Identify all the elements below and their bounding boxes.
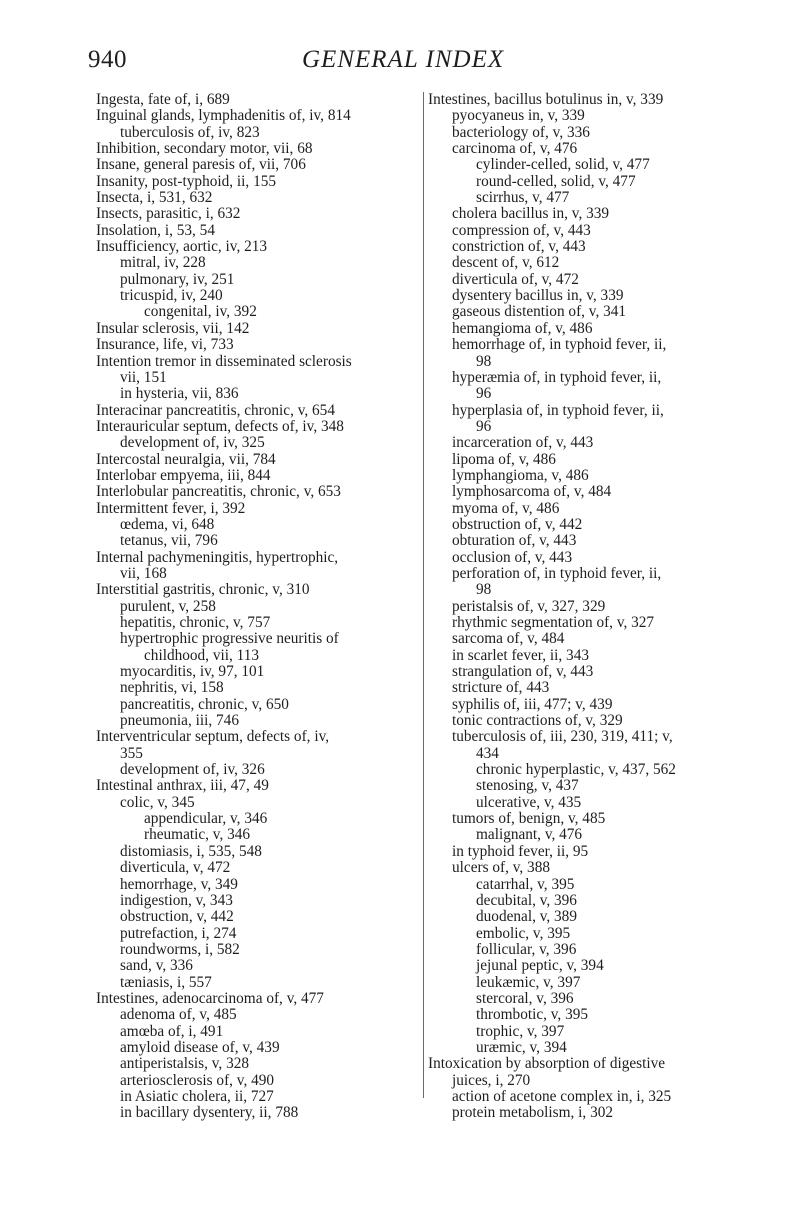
index-entry [96,517,418,533]
index-entry [428,108,756,124]
index-entry [96,1056,418,1072]
index-entry [428,501,756,517]
index-entry [96,468,418,484]
index-entry-text: adenoma of, v, 485 [120,1006,237,1024]
index-entry [96,108,418,124]
index-entry [96,893,418,909]
index-entry-text: Interlobular pancreatitis, chronic, v, 653 [96,483,341,501]
index-entry-text: 98 [476,352,492,370]
index-entry [428,484,756,500]
index-entry [428,452,756,468]
index-entry [96,697,418,713]
index-entry [428,1024,756,1040]
index-entry [96,958,418,974]
index-entry [96,550,418,583]
index-entry [428,811,756,827]
index-entry [428,206,756,222]
index-entry-text: stercoral, v, 396 [476,989,574,1007]
index-entry-text: follicular, v, 396 [476,940,577,958]
index-entry [428,403,756,436]
index-entry-text: sand, v, 336 [120,957,193,975]
index-entry-text: pancreatitis, chronic, v, 650 [120,695,289,713]
index-entry [428,827,756,843]
index-entry [428,435,756,451]
index-entry-text: protein metabolism, i, 302 [452,1104,614,1122]
index-entry [96,272,418,288]
index-entry-text: amyloid disease of, v, 439 [120,1038,280,1056]
index-entry-text: Insufficiency, aortic, iv, 213 [96,238,268,256]
index-entry-text: obstruction, v, 442 [120,908,234,926]
index-entry-text: indigestion, v, 343 [120,891,233,909]
index-entry-text: distomiasis, i, 535, 548 [120,842,262,860]
index-entry-text: development of, iv, 325 [120,434,265,452]
index-entry-text: Insects, parasitic, i, 632 [96,205,241,223]
index-entry-text: lipoma of, v, 486 [452,450,556,468]
index-entry-text: Intoxication by absorption of digestive [428,1055,666,1073]
index-entry-text: rheumatic, v, 346 [144,826,251,844]
index-entry [96,206,418,222]
index-entry [428,141,756,157]
index-entry-text: strangulation of, v, 443 [452,663,594,681]
index-entry [96,337,418,353]
index-entry [428,566,756,599]
index-entry [428,1040,756,1056]
index-entry-text: amœba of, i, 491 [120,1022,224,1040]
index-entry-text: Intermittent fever, i, 392 [96,499,246,517]
index-entry-text: 434 [476,744,499,762]
index-entry-text: arteriosclerosis of, v, 490 [120,1071,275,1089]
index-entry [428,664,756,680]
index-entry [96,92,418,108]
index-entry-text: hyperplasia of, in typhoid fever, ii, [452,401,664,419]
index-entry-text: thrombotic, v, 395 [476,1006,589,1024]
index-entry [96,386,418,402]
index-entry [428,92,756,108]
index-entry-text: catarrhal, v, 395 [476,875,575,893]
index-entry-text: hepatitis, chronic, v, 757 [120,614,271,631]
index-entry-text: hemorrhage, v, 349 [120,875,238,893]
index-entry [428,844,756,860]
index-entry [428,926,756,942]
index-entry-text: putrefaction, i, 274 [120,924,237,942]
index-entry-text: Insecta, i, 531, 632 [96,189,213,207]
index-entry [96,860,418,876]
index-entry-text: colic, v, 345 [120,793,195,811]
index-entry-text: Insurance, life, vi, 733 [96,336,234,354]
index-entry-text: tumors of, benign, v, 485 [452,810,606,828]
index-entry-text: malignant, v, 476 [476,826,583,844]
index-entry-text: chronic hyperplastic, v, 437, 562 [476,761,676,779]
index-entry [96,827,418,843]
index-entry-text: tuberculosis of, iii, 230, 319, 411; v, [452,728,673,746]
index-entry-text: diverticula, v, 472 [120,859,231,877]
index-entry-text: Insane, general paresis of, vii, 706 [96,156,306,174]
index-entry-text: Intestines, adenocarcinoma of, v, 477 [96,989,324,1007]
index-entry [96,1040,418,1056]
index-entry [96,615,418,631]
index-entry-text: Intercostal neuralgia, vii, 784 [96,450,276,468]
index-entry-text: ulcers of, v, 388 [452,859,550,877]
index-entry [428,190,756,206]
index-entry-text: roundworms, i, 582 [120,940,240,958]
index-entry [428,893,756,909]
index-entry-text: jejunal peptic, v, 394 [476,957,604,975]
index-entry-text: childhood, vii, 113 [144,646,260,664]
index-entry-text: Ingesta, fate of, i, 689 [96,91,230,108]
index-entry [96,795,418,811]
index-entry [96,729,418,762]
index-entry-text: pneumonia, iii, 746 [120,712,239,730]
index-entry [96,844,418,860]
index-entry-text: lymphangioma, v, 486 [452,466,589,484]
index-entry-text: purulent, v, 258 [120,597,216,615]
index-entry-text: decubital, v, 396 [476,891,577,909]
index-entry-text: rhythmic segmentation of, v, 327 [452,614,655,631]
index-entry [428,795,756,811]
index-entry [428,337,756,370]
index-entry-text: hypertrophic progressive neuritis of [120,630,339,648]
index-entry-text: antiperistalsis, v, 328 [120,1055,250,1073]
index-entry-text: myocarditis, iv, 97, 101 [120,663,265,681]
index-entry [96,452,418,468]
index-entry-text: appendicular, v, 346 [144,810,268,828]
index-entry-text: vii, 151 [120,368,167,386]
index-entry [96,321,418,337]
index-entry-text: Internal pachymeningitis, hypertrophic, [96,548,339,566]
index-entry-text: hemangioma of, v, 486 [452,319,593,337]
index-entry [96,403,418,419]
index-entry-text: cholera bacillus in, v, 339 [452,205,610,223]
index-entry-text: juices, i, 270 [452,1071,531,1089]
index-entry [428,1105,756,1121]
index-entry-text: pulmonary, iv, 251 [120,270,235,288]
index-entry [428,958,756,974]
index-entry-text: peristalsis of, v, 327, 329 [452,597,606,615]
index-entry-text: in hysteria, vii, 836 [120,385,239,403]
index-entry [428,468,756,484]
index-entry [96,533,418,549]
index-entry-text: obturation of, v, 443 [452,532,577,550]
index-entry [96,174,418,190]
index-entry [96,1073,418,1089]
index-entry [96,1024,418,1040]
index-entry [96,484,418,500]
index-entry [428,533,756,549]
index-entry-text: occlusion of, v, 443 [452,548,573,566]
index-entry-text: compression of, v, 443 [452,221,591,239]
index-entry-text: action of acetone complex in, i, 325 [452,1087,672,1105]
index-entry-text: tuberculosis of, iv, 823 [120,123,260,141]
index-column-left [96,92,418,1122]
index-entry-text: 98 [476,581,492,599]
index-entry-text: lymphosarcoma of, v, 484 [452,483,612,501]
index-entry [96,157,418,173]
index-entry-text: œdema, vi, 648 [120,515,215,533]
index-entry-text: scirrhus, v, 477 [476,189,570,207]
index-entry-text: 96 [476,417,492,435]
index-entry [428,370,756,403]
index-entry [96,288,418,304]
index-entry [96,631,418,664]
index-entry [428,975,756,991]
index-entry-text: pyocyaneus in, v, 339 [452,107,585,125]
index-entry [96,762,418,778]
index-entry [96,501,418,517]
index-entry [428,991,756,1007]
index-entry [96,1089,418,1105]
index-entry-text: Insanity, post-typhoid, ii, 155 [96,172,277,190]
index-entry [96,190,418,206]
index-entry [96,942,418,958]
index-entry [428,762,756,778]
index-entry-text: stenosing, v, 437 [476,777,579,795]
index-entry [428,631,756,647]
index-entry [428,1089,756,1105]
index-entry [96,419,418,435]
index-entry-text: myoma of, v, 486 [452,499,560,517]
index-entry [428,615,756,631]
index-entry [428,1056,756,1089]
index-entry [96,239,418,255]
index-entry-text: constriction of, v, 443 [452,238,586,256]
index-entry-text: hemorrhage of, in typhoid fever, ii, [452,336,667,354]
index-entry [96,713,418,729]
index-entry-text: descent of, v, 612 [452,254,560,272]
index-entry-text: in scarlet fever, ii, 343 [452,646,590,664]
index-entry [96,680,418,696]
index-entry-text: Interauricular septum, defects of, iv, 348 [96,417,344,435]
index-entry [428,550,756,566]
index-entry [96,926,418,942]
index-entry [96,255,418,271]
index-entry-text: cylinder-celled, solid, v, 477 [476,156,650,174]
index-entry-text: carcinoma of, v, 476 [452,140,578,158]
index-entry [428,272,756,288]
index-entry [96,582,418,598]
index-entry-text: bacteriology of, v, 336 [452,123,590,141]
index-entry [96,664,418,680]
index-entry-text: congenital, iv, 392 [144,303,257,321]
index-entry-text: in typhoid fever, ii, 95 [452,842,589,860]
index-entry [428,304,756,320]
index-entry-text: incarceration of, v, 443 [452,434,594,452]
index-entry [428,877,756,893]
index-entry-text: embolic, v, 395 [476,924,571,942]
index-entry [428,174,756,190]
index-entry [96,223,418,239]
page-number: 940 [88,46,127,73]
index-entry-text: Insolation, i, 53, 54 [96,221,215,239]
index-entry-text: hyperæmia of, in typhoid fever, ii, [452,368,662,386]
index-entry [428,713,756,729]
index-entry-text: nephritis, vi, 158 [120,679,224,697]
index-entry-text: obstruction of, v, 442 [452,515,583,533]
index-entry [96,304,418,320]
index-entry [96,354,418,387]
index-entry [96,141,418,157]
index-entry-text: 96 [476,385,492,403]
index-entry [428,288,756,304]
index-entry [428,648,756,664]
index-entry [96,1007,418,1023]
index-entry [96,125,418,141]
index-entry-text: leukæmic, v, 397 [476,973,581,991]
index-entry-text: sarcoma of, v, 484 [452,630,565,648]
index-entry [428,697,756,713]
index-entry-text: vii, 168 [120,564,167,582]
running-title: GENERAL INDEX [302,46,505,73]
index-entry [428,157,756,173]
index-entry-text: Intention tremor in disseminated sclerosis [96,352,352,370]
index-entry-text: perforation of, in typhoid fever, ii, [452,564,662,582]
index-entry-text: Intestinal anthrax, iii, 47, 49 [96,777,269,795]
index-entry-text: development of, iv, 326 [120,761,265,779]
index-entry-text: Intestines, bacillus botulinus in, v, 339 [428,91,664,108]
index-entry-text: ulcerative, v, 435 [476,793,582,811]
index-entry-text: tæniasis, i, 557 [120,973,212,991]
index-entry-text: 355 [120,744,143,762]
index-entry [428,125,756,141]
index-entry [428,239,756,255]
index-entry-text: round-celled, solid, v, 477 [476,172,636,190]
index-entry [428,321,756,337]
index-column-right [428,92,756,1122]
page-header [0,46,800,82]
index-entry-text: Interlobar empyema, iii, 844 [96,466,271,484]
index-entry [428,942,756,958]
column-divider [423,92,424,1098]
index-entry [428,860,756,876]
index-entry [428,778,756,794]
index-entry [96,435,418,451]
index-entry-text: gaseous distention of, v, 341 [452,303,627,321]
index-entry-text: Interacinar pancreatitis, chronic, v, 654 [96,401,335,419]
index-entry-text: Inhibition, secondary motor, vii, 68 [96,140,313,158]
index-entry [96,778,418,794]
index-entry [428,599,756,615]
index-entry-text: Inguinal glands, lymphadenitis of, iv, 814 [96,107,351,125]
index-entry [428,255,756,271]
index-entry [428,517,756,533]
index-entry-text: dysentery bacillus in, v, 339 [452,287,624,305]
index-entry [428,1007,756,1023]
index-entry [428,680,756,696]
index-entry-text: Interventricular septum, defects of, iv, [96,728,330,746]
index-entry-text: Insular sclerosis, vii, 142 [96,319,250,337]
index-entry-text: in Asiatic cholera, ii, 727 [120,1087,274,1105]
index-entry-text: tonic contractions of, v, 329 [452,712,623,730]
index-entry [428,909,756,925]
index-entry [96,811,418,827]
index-entry-text: syphilis of, iii, 477; v, 439 [452,695,613,713]
index-entry-text: uræmic, v, 394 [476,1038,567,1056]
index-entry-text: mitral, iv, 228 [120,254,206,272]
index-entry-text: diverticula of, v, 472 [452,270,579,288]
index-entry-text: trophic, v, 397 [476,1022,565,1040]
index-entry-text: tricuspid, iv, 240 [120,287,223,305]
index-entry-text: Interstitial gastritis, chronic, v, 310 [96,581,310,599]
index-entry [96,877,418,893]
index-entry [96,1105,418,1121]
index-entry [96,975,418,991]
index-entry [96,599,418,615]
index-entry [96,909,418,925]
index-entry-text: stricture of, 443 [452,679,550,697]
index-entry-text: in bacillary dysentery, ii, 788 [120,1104,299,1122]
index-entry [96,991,418,1007]
index-entry [428,223,756,239]
index-entry-text: tetanus, vii, 796 [120,532,218,550]
index-entry [428,729,756,762]
index-entry-text: duodenal, v, 389 [476,908,577,926]
